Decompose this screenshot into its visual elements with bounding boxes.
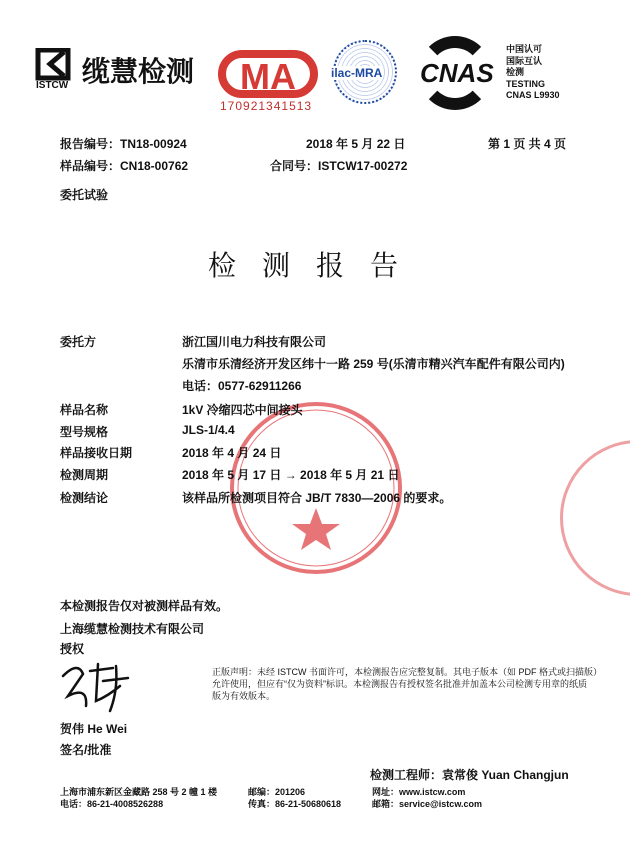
cnas-logo xyxy=(418,36,492,110)
page-title: 检测报告 xyxy=(208,249,425,282)
receipt-date: 2018 年 4 月 24 日 xyxy=(182,446,282,460)
company-name: 上海缆慧检测技术有限公司 xyxy=(60,622,205,636)
disclaimer-line: 允许使用，但应有“仅为资料”标识。本检测报告有授权签名批准并加盖本公司检测专用章的纸质 xyxy=(212,679,587,689)
cma-number: 170921341513 xyxy=(220,99,313,113)
sample-name: 1kV 冷缩四芯中间接头 xyxy=(182,403,303,417)
istcw-abbr: ISTCW xyxy=(36,80,69,91)
ilac-logo xyxy=(333,40,397,104)
footer-postcode: 邮编：201206 xyxy=(248,787,306,797)
cnas-line: 中国认可 xyxy=(506,44,543,54)
stamp-seal-icon xyxy=(228,400,404,576)
test-period: 2018 年 5 月 17 日 → 2018 年 5 月 21 日 xyxy=(182,468,400,482)
field-label: 型号规格 xyxy=(60,425,109,439)
authorized-label: 授权 xyxy=(60,642,85,656)
cnas-line: CNAS L9930 xyxy=(506,90,560,100)
test-conclusion: 该样品所检测项目符合 JB/T 7830—2006 的要求。 xyxy=(182,491,452,505)
cnas-line: TESTING xyxy=(506,78,546,89)
partial-stamp xyxy=(560,440,630,596)
field-label: 检测周期 xyxy=(60,468,109,482)
signer-name: 贺伟 He Wei xyxy=(60,722,128,736)
footer-fax: 传真：86-21-50680618 xyxy=(248,799,342,809)
disclaimer-line: 正版声明：未经 ISTCW 书面许可，本检测报告应完整复制。其电子版本（如 PDF 格式或扫描版） xyxy=(212,667,602,677)
footer-contact-block xyxy=(372,786,482,810)
cnas-accreditation xyxy=(506,44,560,102)
page-number: 第 1 页 共 4 页 xyxy=(488,137,567,151)
cma-text: MA xyxy=(240,56,296,97)
cnas-line: 检测 xyxy=(506,67,525,77)
sample-number: 样品编号：CN18-00762 xyxy=(60,159,189,173)
copyright-disclaimer xyxy=(212,666,602,702)
field-label: 委托方 xyxy=(60,335,97,349)
field-label: 样品名称 xyxy=(60,403,109,417)
test-type: 委托试验 xyxy=(60,188,109,202)
signature xyxy=(58,656,138,721)
disclaimer-line: 版为有效版本。 xyxy=(212,691,276,701)
handwritten-signature-icon xyxy=(58,656,138,716)
cnas-text: CNAS xyxy=(420,58,494,88)
footer-address-block xyxy=(60,786,217,810)
report-date: 2018 年 5 月 22 日 xyxy=(306,137,406,151)
istcw-logo-text: 缆慧检测 xyxy=(82,56,195,87)
footer-website[interactable]: 网址：www.istcw.com xyxy=(372,787,466,797)
client-name: 浙江国川电力科技有限公司 xyxy=(182,335,327,349)
field-label: 检测结论 xyxy=(60,491,109,505)
footer-address: 上海市浦东新区金藏路 258 号 2 幢 1 楼 xyxy=(60,787,218,797)
sign-role: 签名/批准 xyxy=(60,743,112,757)
footer-email[interactable]: 邮箱：service@istcw.com xyxy=(372,799,482,809)
test-engineer: 检测工程师：袁常俊 Yuan Changjun xyxy=(370,768,569,782)
validity-note: 本检测报告仅对被测样品有效。 xyxy=(60,599,229,613)
official-stamp xyxy=(228,400,404,576)
footer-phone: 电话：86-21-4008526288 xyxy=(60,799,164,809)
ilac-text: ilac-MRA xyxy=(331,66,383,80)
footer-postal-block xyxy=(248,786,341,810)
istcw-logo-icon xyxy=(34,48,74,84)
contract-number: 合同号：ISTCW17-00272 xyxy=(270,159,408,173)
client-phone: 电话：0577-62911266 xyxy=(182,379,302,393)
istcw-logo xyxy=(34,48,74,89)
report-number: 报告编号：TN18-00924 xyxy=(60,137,187,151)
model-spec: JLS-1/4.4 xyxy=(182,423,235,437)
field-label: 样品接收日期 xyxy=(60,446,133,460)
cma-logo xyxy=(218,50,318,98)
cnas-line: 国际互认 xyxy=(506,55,543,66)
client-address: 乐清市乐清经济开发区纬十一路 259 号(乐清市精兴汽车配件有限公司内) xyxy=(182,357,565,371)
